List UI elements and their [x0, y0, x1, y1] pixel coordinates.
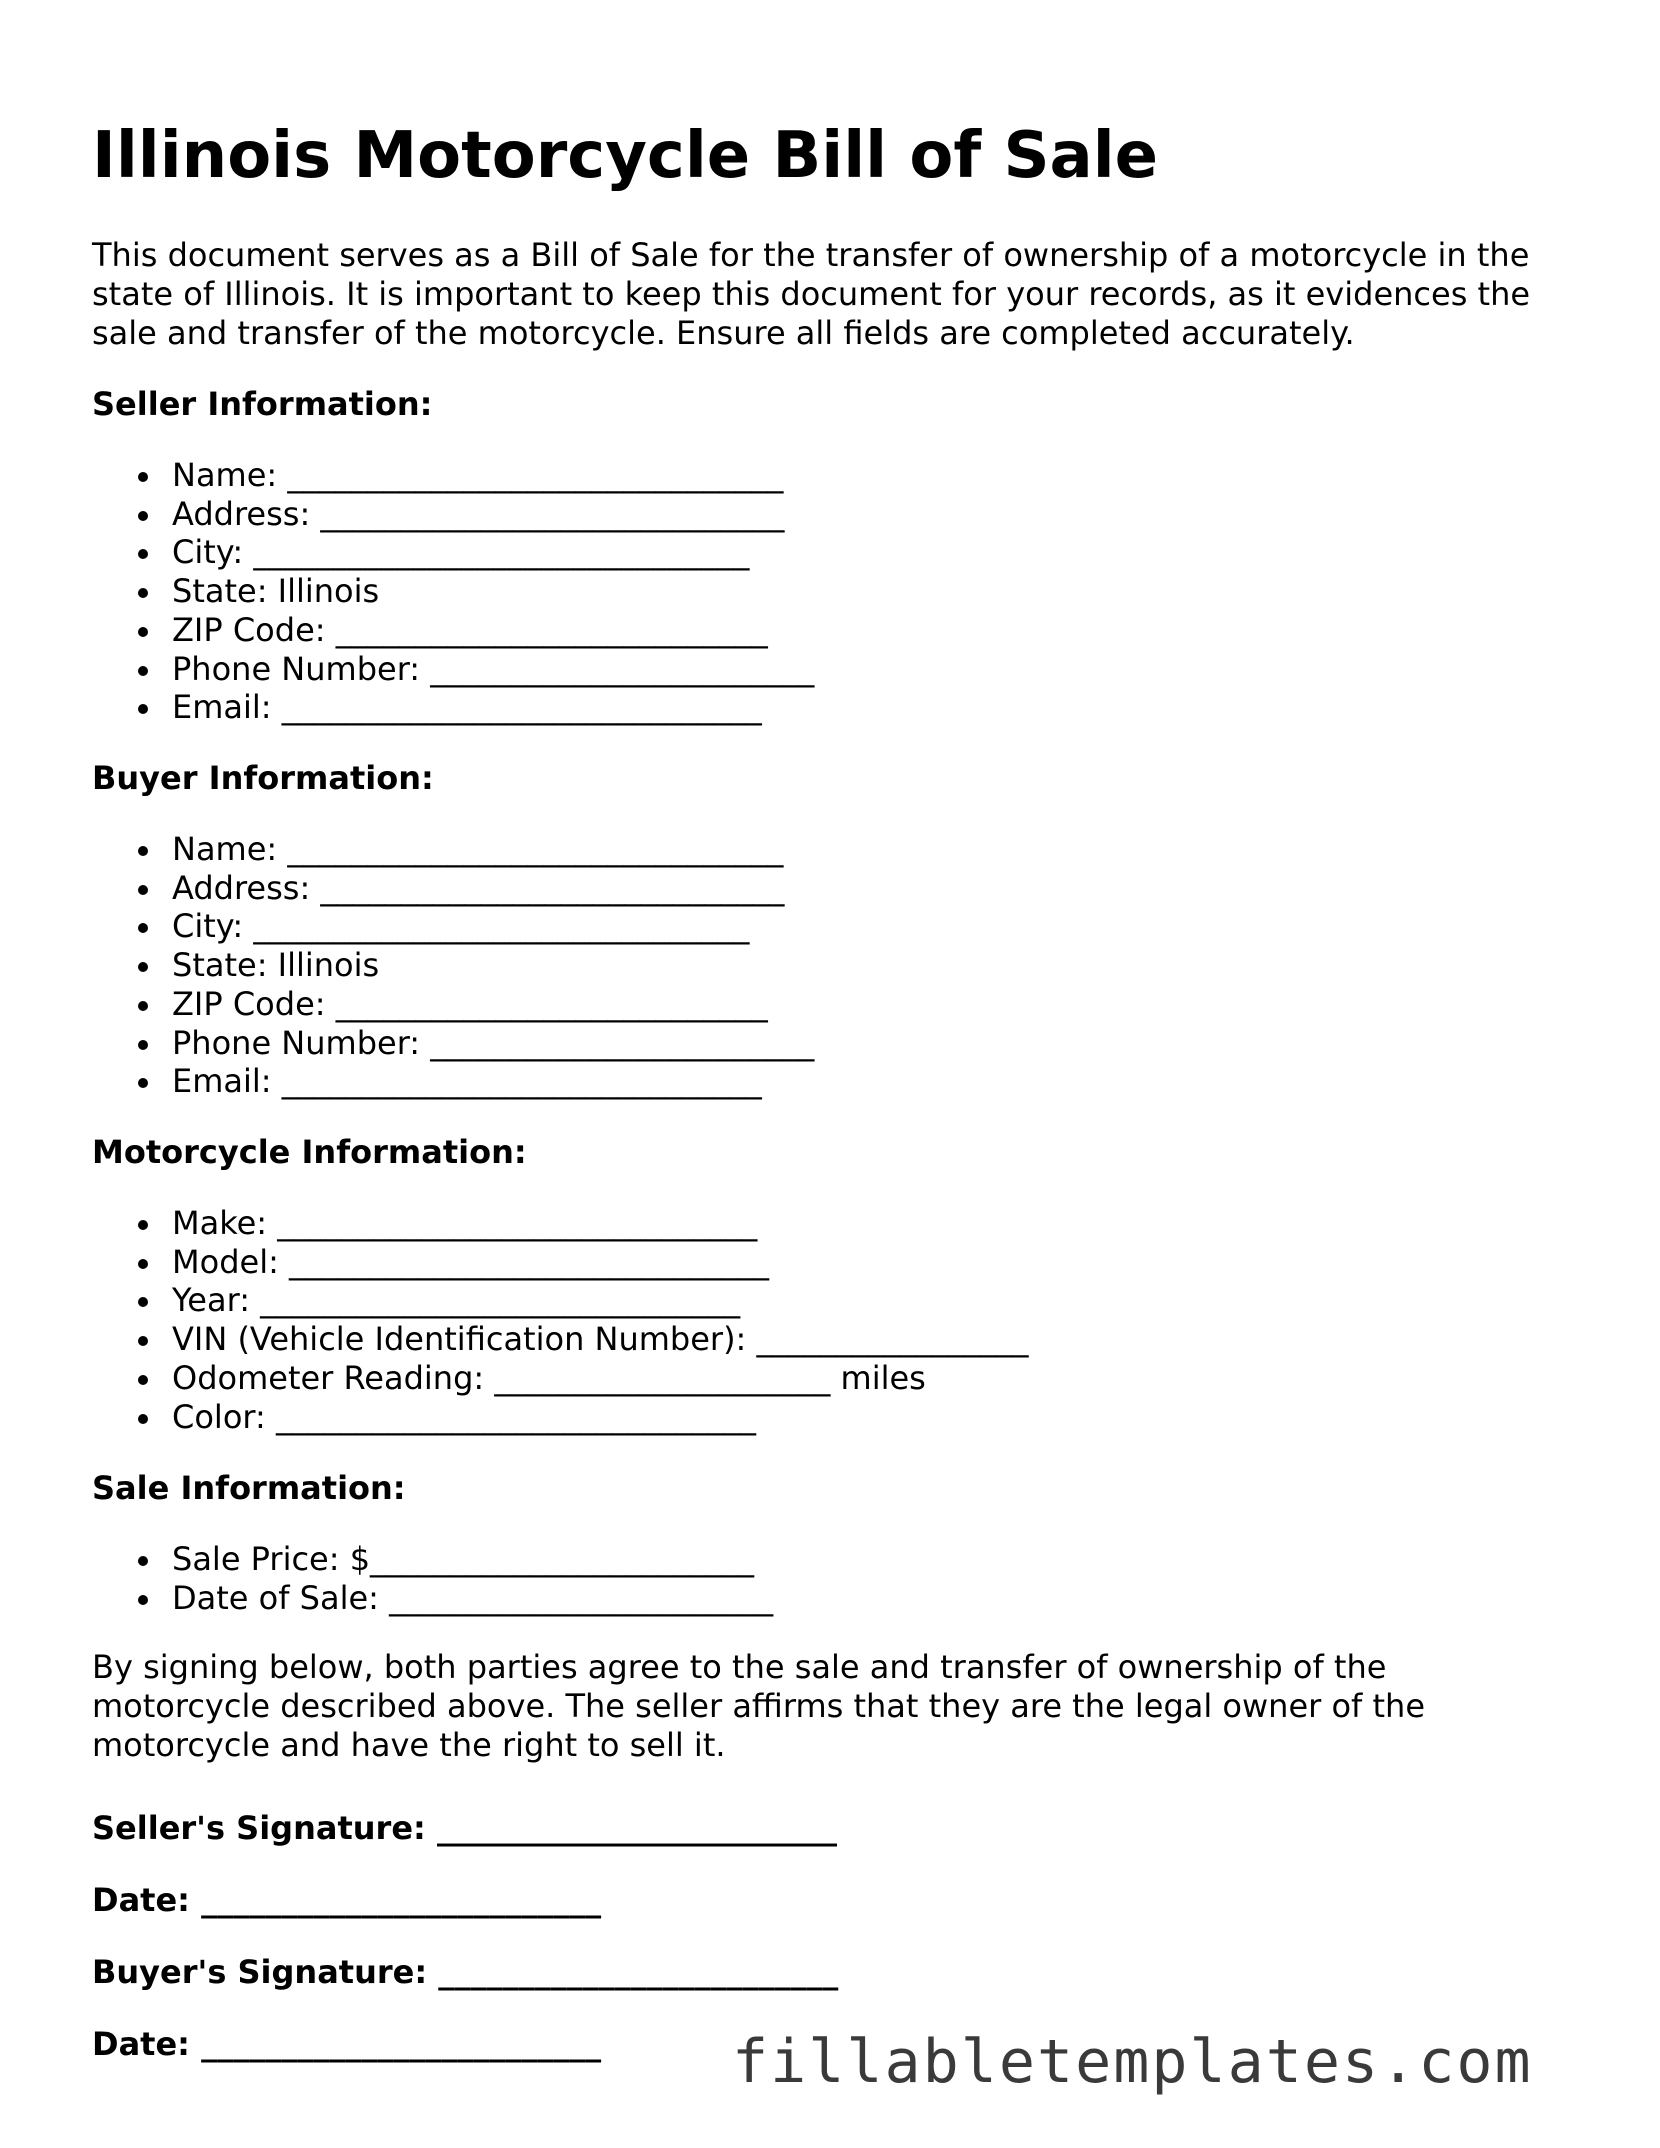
buyer-city-field[interactable]: City: _______________________________: [92, 907, 814, 946]
motorcycle-heading: Motorcycle Information:: [92, 1133, 527, 1171]
buyer-fields: [92, 830, 814, 1101]
seller-date-field[interactable]: Date: _________________________: [92, 1881, 602, 1919]
seller-address-field[interactable]: Address: _____________________________: [92, 495, 814, 534]
closing-paragraph: By signing below, both parties agree to the sale and transfer of ownership of the motorcycle described above. The seller affirms that they are the legal owner of the motorcycle and have the right to sell it.: [92, 1648, 1425, 1764]
buyer-name-field[interactable]: Name: _______________________________: [92, 830, 814, 869]
seller-email-field[interactable]: Email: ______________________________: [92, 688, 814, 727]
buyer-date-field[interactable]: Date: _________________________: [92, 2025, 602, 2063]
motorcycle-vin-field[interactable]: VIN (Vehicle Identification Number): _________________: [92, 1320, 1029, 1359]
sale-price-field[interactable]: Sale Price: $________________________: [92, 1540, 773, 1579]
sale-heading: Sale Information:: [92, 1469, 406, 1507]
seller-zip-field[interactable]: ZIP Code: ___________________________: [92, 611, 814, 650]
seller-name-field[interactable]: Name: _______________________________: [92, 456, 814, 495]
motorcycle-model-field[interactable]: Model: ______________________________: [92, 1243, 1029, 1282]
buyer-heading: Buyer Information:: [92, 759, 434, 797]
motorcycle-make-field[interactable]: Make: ______________________________: [92, 1204, 1029, 1243]
seller-phone-field[interactable]: Phone Number: ________________________: [92, 650, 814, 689]
motorcycle-fields: [92, 1204, 1029, 1436]
seller-state-field: State: Illinois: [92, 572, 814, 611]
buyer-state-field: State: Illinois: [92, 946, 814, 985]
sale-date-field[interactable]: Date of Sale: ________________________: [92, 1579, 773, 1618]
seller-heading: Seller Information:: [92, 385, 433, 423]
watermark-text: fillabletemplates.com: [732, 2027, 1533, 2097]
buyer-zip-field[interactable]: ZIP Code: ___________________________: [92, 985, 814, 1024]
seller-signature-field[interactable]: Seller's Signature: _________________________: [92, 1809, 837, 1847]
motorcycle-color-field[interactable]: Color: ______________________________: [92, 1398, 1029, 1437]
intro-paragraph: This document serves as a Bill of Sale for the transfer of ownership of a motorcycle in the state of Illinois. It is important to keep this document for your records, as it evidences the sale and transfer of the motorcycle. Ensure all fields are completed accurately.: [92, 236, 1531, 352]
seller-city-field[interactable]: City: _______________________________: [92, 533, 814, 572]
buyer-signature-field[interactable]: Buyer's Signature: _________________________: [92, 1953, 839, 1991]
buyer-phone-field[interactable]: Phone Number: ________________________: [92, 1024, 814, 1063]
buyer-email-field[interactable]: Email: ______________________________: [92, 1062, 814, 1101]
motorcycle-odometer-field[interactable]: Odometer Reading: _____________________ miles: [92, 1359, 1029, 1398]
seller-fields: [92, 456, 814, 727]
sale-fields: [92, 1540, 773, 1617]
document-title: Illinois Motorcycle Bill of Sale: [92, 119, 1159, 193]
buyer-address-field[interactable]: Address: _____________________________: [92, 869, 814, 908]
motorcycle-year-field[interactable]: Year: ______________________________: [92, 1281, 1029, 1320]
